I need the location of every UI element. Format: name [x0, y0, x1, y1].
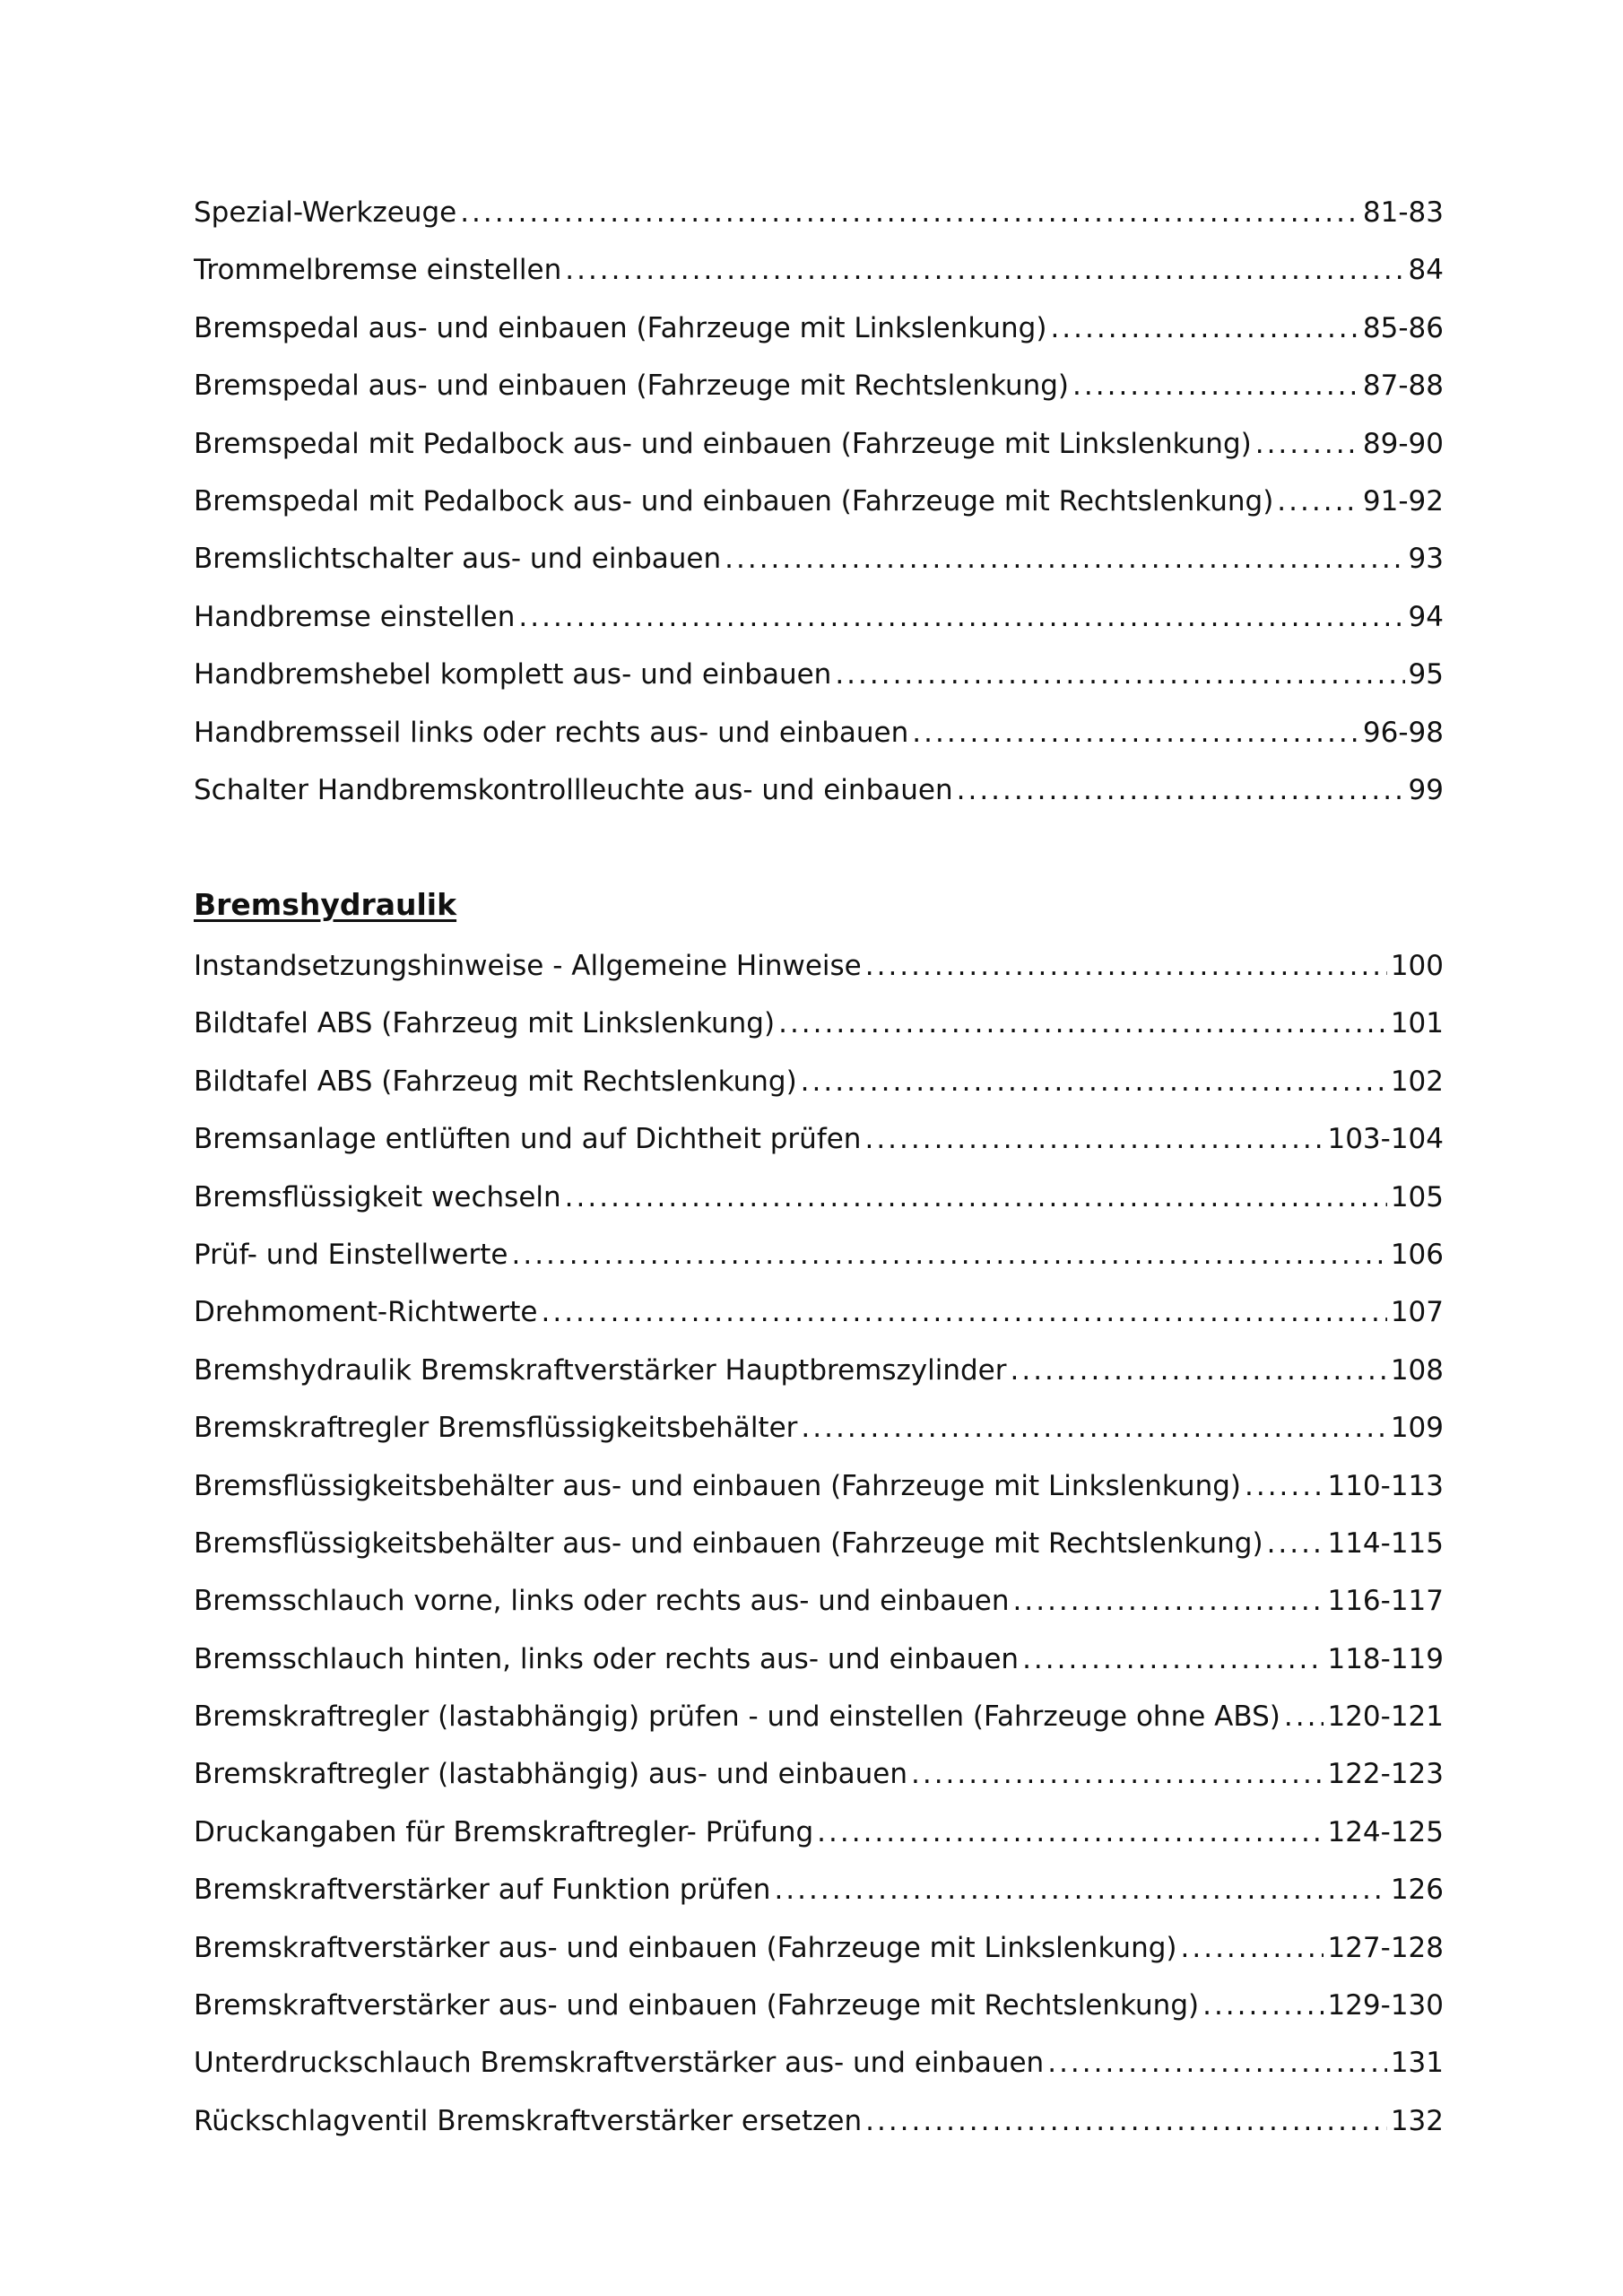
toc-entry [194, 530, 1444, 587]
dot-leader [801, 1399, 1386, 1457]
toc-entry [194, 184, 1444, 241]
dot-leader [1284, 1688, 1324, 1745]
toc-entry-title: Bremsflüssigkeitsbehälter aus- und einbauen (Fahrzeuge mit Rechtslenkung) [194, 1526, 1263, 1560]
toc-entry-pages: 91-92 [1362, 484, 1444, 517]
dot-leader [511, 1226, 1386, 1283]
toc-entry-pages: 93 [1408, 543, 1444, 576]
toc-entry-pages: 106 [1390, 1238, 1444, 1271]
toc-entry [194, 1283, 1444, 1341]
toc-entry [194, 995, 1444, 1052]
toc-entry [194, 1399, 1444, 1457]
toc-entry [194, 1169, 1444, 1226]
toc-entry [194, 1631, 1444, 1688]
toc-list [194, 184, 1444, 819]
toc-list [194, 937, 1444, 2150]
toc-entry-title: Handbremshebel komplett aus- und einbauen [194, 658, 832, 691]
section-heading: Bremshydraulik [194, 887, 457, 922]
dot-leader [911, 1745, 1324, 1803]
toc-entry-title: Bremskraftverstärker auf Funktion prüfen [194, 1874, 771, 1907]
toc-entry-pages: 100 [1390, 950, 1444, 982]
toc-entry [194, 1688, 1444, 1745]
toc-entry-pages: 84 [1408, 254, 1444, 287]
dot-leader [1022, 1631, 1324, 1688]
toc-entry-pages: 89-90 [1362, 427, 1444, 460]
toc-entry [194, 1919, 1444, 1977]
dot-leader [817, 1804, 1324, 1861]
toc-entry-title: Bremshydraulik Bremskraftverstärker Hauptbremszylinder [194, 1353, 1007, 1387]
toc-entry-title: Trommelbremse einstellen [194, 254, 562, 287]
dot-leader [1255, 415, 1359, 473]
toc-entry-title: Drehmoment-Richtwerte [194, 1296, 538, 1329]
toc-entry-title: Prüf- und Einstellwerte [194, 1238, 508, 1271]
toc-entry-title: Bremspedal aus- und einbauen (Fahrzeuge mit Linkslenkung) [194, 311, 1047, 344]
toc-entry [194, 1110, 1444, 1168]
toc-entry-title: Rückschlagventil Bremskraftverstärker ersetzen [194, 2104, 863, 2137]
toc-entry [194, 473, 1444, 530]
toc-entry-title: Unterdruckschlauch Bremskraftverstärker aus- und einbauen [194, 2047, 1045, 2080]
toc-entry-pages: 103-104 [1327, 1123, 1444, 1156]
toc-entry-title: Instandsetzungshinweise - Allgemeine Hinweise [194, 950, 862, 982]
toc-entry-pages: 122-123 [1327, 1758, 1444, 1791]
toc-entry-pages: 109 [1390, 1412, 1444, 1445]
toc-entry-title: Bildtafel ABS (Fahrzeug mit Rechtslenkung) [194, 1065, 797, 1098]
toc-entry-pages: 105 [1390, 1180, 1444, 1213]
dot-leader [1072, 357, 1359, 414]
toc-entry-pages: 124-125 [1327, 1815, 1444, 1848]
dot-leader [835, 646, 1404, 703]
toc-entry-pages: 107 [1390, 1296, 1444, 1329]
dot-leader [1245, 1457, 1324, 1515]
toc-entry-title: Bremsflüssigkeit wechseln [194, 1180, 561, 1213]
toc-entry [194, 415, 1444, 473]
toc-entry-title: Bremskraftregler (lastabhängig) prüfen - und einstellen (Fahrzeuge ohne ABS) [194, 1700, 1280, 1734]
toc-entry-pages: 127-128 [1327, 1931, 1444, 1964]
toc-entry-pages: 101 [1390, 1007, 1444, 1040]
toc-entry-pages: 94 [1408, 600, 1444, 633]
toc-entry-pages: 102 [1390, 1065, 1444, 1098]
toc-entry-pages: 114-115 [1327, 1526, 1444, 1560]
toc-entry-title: Bremslichtschalter aus- und einbauen [194, 543, 722, 576]
toc-entry [194, 1804, 1444, 1861]
toc-entry-pages: 81-83 [1362, 196, 1444, 229]
toc-entry [194, 704, 1444, 761]
toc-entry-title: Bremsanlage entlüften und auf Dichtheit prüfen [194, 1123, 862, 1156]
dot-leader [565, 1169, 1387, 1226]
toc-entry-title: Bremspedal mit Pedalbock aus- und einbauen (Fahrzeuge mit Linkslenkung) [194, 427, 1252, 460]
dot-leader [1277, 473, 1359, 530]
dot-leader [957, 761, 1405, 819]
dot-leader [1202, 1977, 1324, 2034]
toc-entry [194, 1515, 1444, 1572]
dot-leader [864, 1110, 1324, 1168]
toc-entry-pages: 132 [1390, 2104, 1444, 2137]
toc-entry-pages: 118-119 [1327, 1642, 1444, 1675]
toc-entry-pages: 85-86 [1362, 311, 1444, 344]
dot-leader [865, 937, 1387, 995]
dot-leader [1047, 2034, 1387, 2092]
toc-entry-title: Druckangaben für Bremskraftregler- Prüfung [194, 1815, 814, 1848]
toc-entry-title: Bremspedal mit Pedalbock aus- und einbauen (Fahrzeuge mit Rechtslenkung) [194, 484, 1274, 517]
toc-entry [194, 1745, 1444, 1803]
toc-entry-pages: 126 [1390, 1874, 1444, 1907]
toc-entry [194, 646, 1444, 703]
toc-entry [194, 357, 1444, 414]
toc-entry-pages: 87-88 [1362, 370, 1444, 403]
dot-leader [725, 530, 1404, 587]
toc-entry-title: Bremskraftverstärker aus- und einbauen (Fahrzeuge mit Rechtslenkung) [194, 1989, 1200, 2022]
toc-section-bremshydraulik [194, 882, 1444, 2150]
toc-entry-title: Spezial-Werkzeuge [194, 196, 457, 229]
toc-entry [194, 1572, 1444, 1630]
toc-entry [194, 1342, 1444, 1399]
toc-entry [194, 1457, 1444, 1515]
dot-leader [460, 184, 1359, 241]
toc-entry-pages: 116-117 [1327, 1585, 1444, 1618]
toc-entry-title: Bremsflüssigkeitsbehälter aus- und einbauen (Fahrzeuge mit Linkslenkung) [194, 1469, 1241, 1502]
toc-entry-title: Bremsschlauch hinten, links oder rechts aus- und einbauen [194, 1642, 1020, 1675]
dot-leader [865, 2092, 1387, 2150]
toc-entry [194, 2092, 1444, 2150]
toc-entry-pages: 96-98 [1362, 716, 1444, 749]
toc-entry-title: Bremskraftregler (lastabhängig) aus- und einbauen [194, 1758, 907, 1791]
toc-entry-pages: 95 [1408, 658, 1444, 691]
toc-entry-pages: 110-113 [1327, 1469, 1444, 1502]
dot-leader [912, 704, 1359, 761]
toc-entry [194, 1053, 1444, 1110]
dot-leader [774, 1861, 1386, 1918]
toc-entry-title: Bremspedal aus- und einbauen (Fahrzeuge mit Rechtslenkung) [194, 370, 1070, 403]
toc-section-continued [194, 184, 1444, 819]
toc-entry-title: Bremskraftverstärker aus- und einbauen (Fahrzeuge mit Linkslenkung) [194, 1931, 1177, 1964]
toc-entry [194, 588, 1444, 646]
dot-leader [1181, 1919, 1324, 1977]
toc-entry-title: Schalter Handbremskontrollleuchte aus- und einbauen [194, 773, 953, 806]
toc-entry [194, 1861, 1444, 1918]
toc-entry-pages: 129-130 [1327, 1989, 1444, 2022]
dot-leader [518, 588, 1404, 646]
toc-entry-title: Bremsschlauch vorne, links oder rechts aus- und einbauen [194, 1585, 1010, 1618]
toc-entry [194, 1226, 1444, 1283]
toc-entry-title: Handbremsseil links oder rechts aus- und einbauen [194, 716, 909, 749]
toc-entry-pages: 120-121 [1327, 1700, 1444, 1734]
dot-leader [1050, 300, 1358, 357]
toc-entry-pages: 131 [1390, 2047, 1444, 2080]
toc-entry-title: Handbremse einstellen [194, 600, 516, 633]
dot-leader [541, 1283, 1386, 1341]
dot-leader [1013, 1572, 1324, 1630]
toc-entry [194, 761, 1444, 819]
toc-entry [194, 241, 1444, 299]
toc-entry [194, 1977, 1444, 2034]
dot-leader [565, 241, 1404, 299]
toc-entry-title: Bildtafel ABS (Fahrzeug mit Linkslenkung) [194, 1007, 776, 1040]
dot-leader [801, 1053, 1387, 1110]
dot-leader [1010, 1342, 1386, 1399]
toc-entry-pages: 99 [1408, 773, 1444, 806]
dot-leader [778, 995, 1387, 1052]
dot-leader [1267, 1515, 1324, 1572]
toc-entry-pages: 108 [1390, 1353, 1444, 1387]
toc-entry [194, 937, 1444, 995]
toc-entry [194, 2034, 1444, 2092]
toc-entry [194, 300, 1444, 357]
toc-entry-title: Bremskraftregler Bremsflüssigkeitsbehälter [194, 1412, 798, 1445]
